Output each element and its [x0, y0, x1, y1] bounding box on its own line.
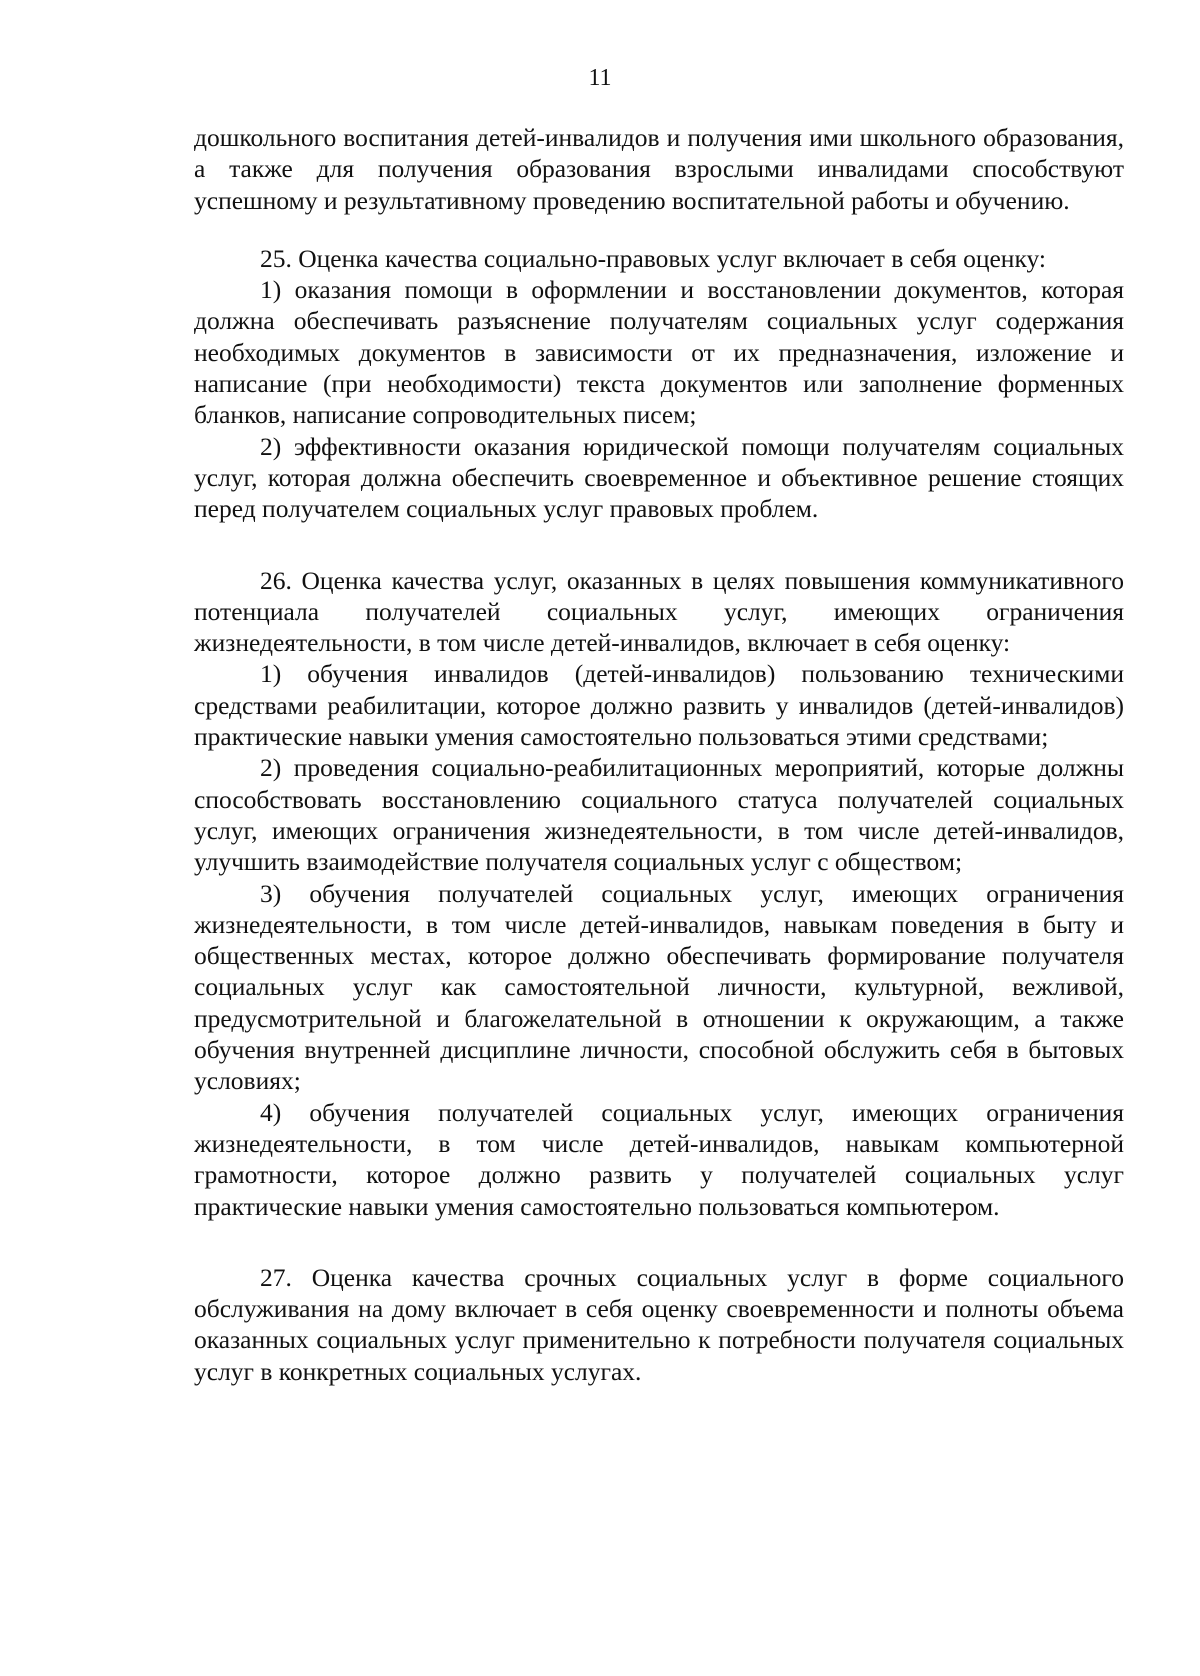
document-body: [194, 122, 1124, 1387]
paragraph-27: 27. Оценка качества срочных социальных услуг в форме социального обслуживания на дому включает в себя оценку своевременности и полноты объема оказанных социальных услуг применительно к потребности получателя социальных услуг в конкретных социальных услугах.: [194, 1262, 1124, 1386]
paragraph-25-item-2: 2) эффективности оказания юридической помощи получателям социальных услуг, которая должна обеспечить своевременное и объективное решение стоящих перед получателем социальных услуг правовых проблем.: [194, 431, 1124, 524]
paragraph-26-item-3: 3) обучения получателей социальных услуг, имеющих ограничения жизнедеятельности, в том числе детей-инвалидов, навыкам поведения в быту и общественных местах, которое должно обеспечивать формирование получателя социальных услуг как самостоятельной личности, культурной, вежливой, предусмотрительной и благожелательной в отношении к окружающим, а также обучения внутренней дисциплине личности, способной обслужить себя в бытовых условиях;: [194, 878, 1124, 1096]
paragraph-intro: дошкольного воспитания детей-инвалидов и получения ими школьного образования, а также для получения образования взрослыми инвалидами способствуют успешному и результативному проведению воспитательной работы и обучению.: [194, 123, 1124, 215]
paragraph-26-heading: 26. Оценка качества услуг, оказанных в целях повышения коммуникативного потенциала получателей социальных услуг, имеющих ограничения жизнедеятельности, в том числе детей-инвалидов, включает в себя оценку:: [194, 565, 1124, 658]
paragraph-26-item-4: 4) обучения получателей социальных услуг, имеющих ограничения жизнедеятельности, в том числе детей-инвалидов, навыкам компьютерной грамотности, которое должно развить у получателей социальных услуг практические навыки умения самостоятельно пользоваться компьютером.: [194, 1097, 1124, 1221]
paragraph-25-item-1: 1) оказания помощи в оформлении и восстановлении документов, которая должна обеспечивать разъяснение получателям социальных услуг содержания необходимых документов в зависимости от их предназначения, изложение и написание (при необходимости) текста документов или заполнение форменных бланков, написание сопроводительных писем;: [194, 275, 1124, 430]
paragraph-25-heading: 25. Оценка качества социально-правовых услуг включает в себя оценку:: [260, 243, 1046, 273]
paragraph-26-item-2: 2) проведения социально-реабилитационных мероприятий, которые должны способствовать восстановлению социального статуса получателей социальных услуг, имеющих ограничения жизнедеятельности, в том числе детей-инвалидов, улучшить взаимодействие получателя социальных услуг с обществом;: [194, 753, 1124, 877]
page-number: 11: [588, 65, 612, 91]
paragraph-26-item-1: 1) обучения инвалидов (детей-инвалидов) пользованию техническими средствами реабилитации, которое должно развить у инвалидов (детей-инвалидов) практические навыки умения самостоятельно пользоваться этими средствами;: [194, 659, 1124, 752]
